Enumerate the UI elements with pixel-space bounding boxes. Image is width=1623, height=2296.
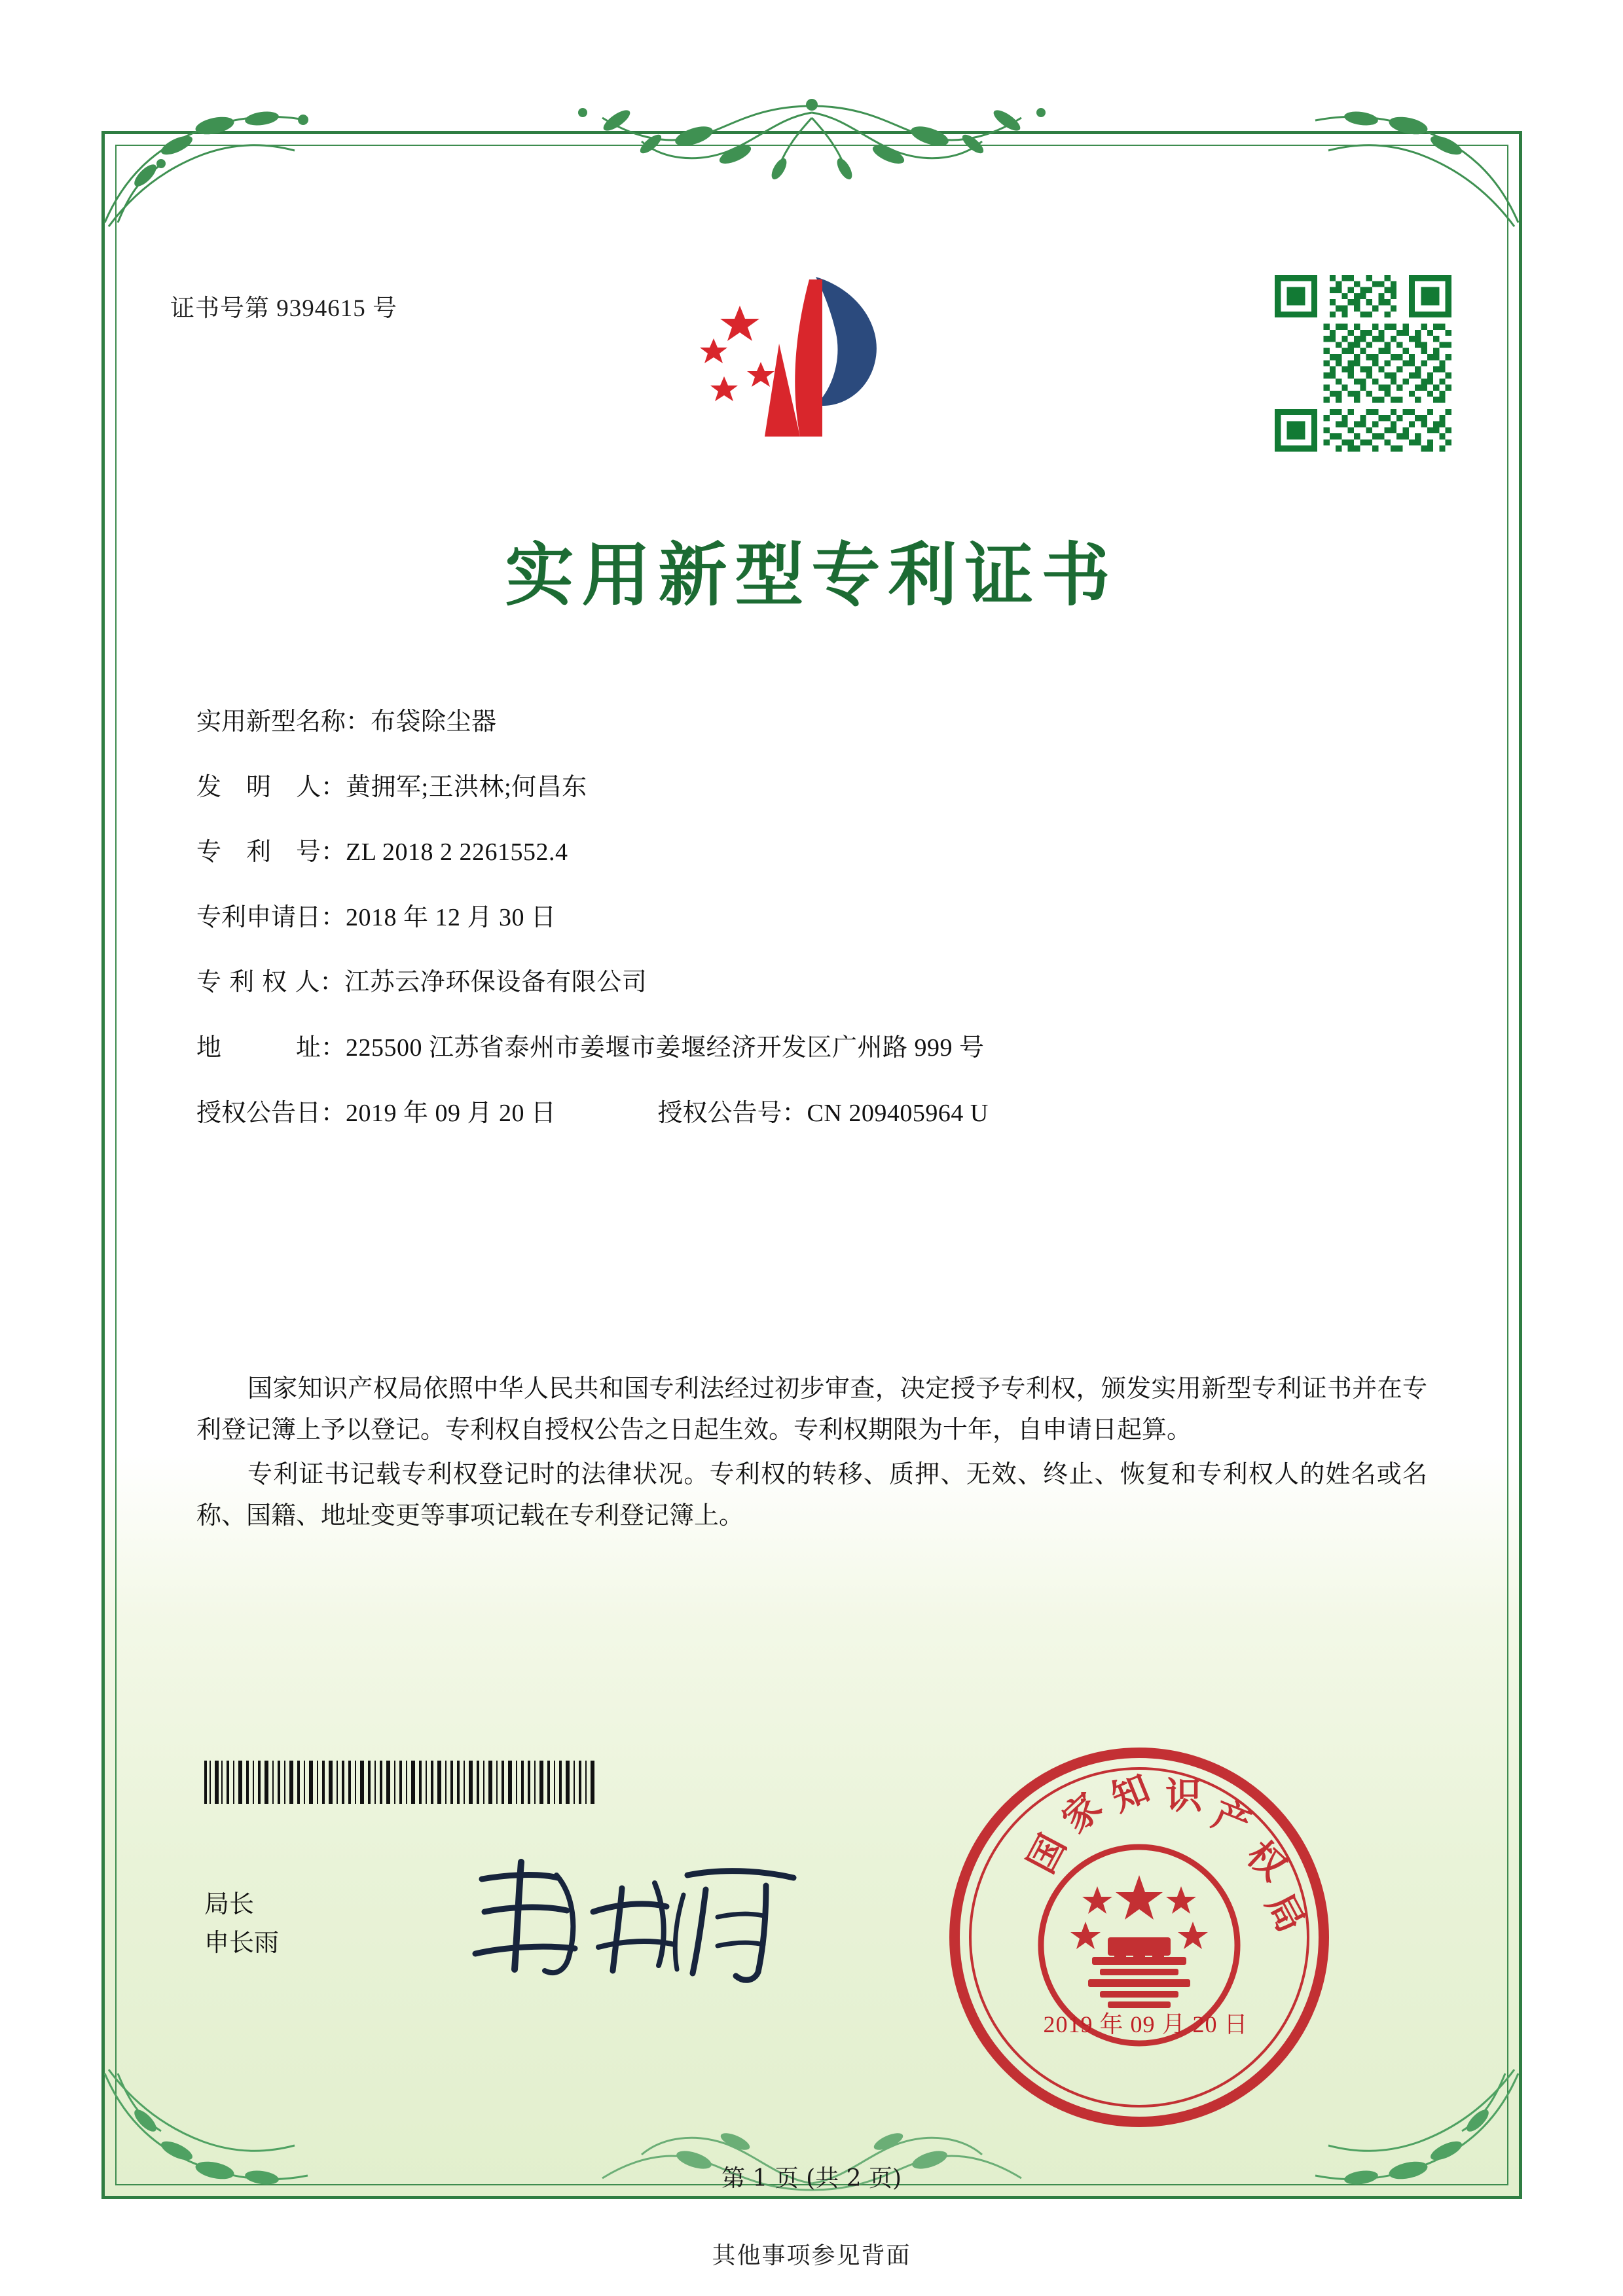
paragraph-2: 专利证书记载专利权登记时的法律状况。专利权的转移、质押、无效、终止、恢复和专利权人的姓名或名称、国籍、地址变更等事项记载在专利登记簿上。 xyxy=(196,1460,1427,1530)
field-label: 专 利 权 人： xyxy=(196,967,345,997)
svg-text:知: 知 xyxy=(1105,1766,1156,1820)
cnipa-logo-icon xyxy=(687,265,903,455)
field-value: 225500 江苏省泰州市姜堰市姜堰经济开发区广州路 999 号 xyxy=(346,1033,985,1062)
field-row-address xyxy=(196,1033,1440,1064)
field-row-patentee xyxy=(196,967,1440,998)
field-value: 江苏云净环保设备有限公司 xyxy=(344,969,647,997)
field-value-grant-date: 2019 年 09 月 20 日 xyxy=(346,1099,556,1127)
paragraph-1: 国家知识产权局依照中华人民共和国专利法经过初步审查，决定授予专利权，颁发实用新型专利证书并在专利登记簿上予以登记。专利权自授权公告之日起生效。专利权期限为十年，自申请日起算。 xyxy=(196,1374,1427,1444)
page-title: 实用新型专利证书 xyxy=(505,534,1118,615)
field-row-patent-number xyxy=(196,837,1440,868)
field-row-grant-announcement xyxy=(196,1098,1440,1129)
director-signature xyxy=(458,1849,825,1986)
svg-text:产: 产 xyxy=(1206,1792,1257,1846)
director-name: 申长雨 xyxy=(204,1928,280,1957)
field-label: 发 明 人： xyxy=(196,772,346,801)
field-value: 黄拥军;王洪林;何昌东 xyxy=(346,773,587,801)
director-title: 局长 xyxy=(204,1890,255,1918)
field-label: 专利申请日： xyxy=(196,902,346,931)
field-value-grant-number: CN 209405964 U xyxy=(807,1099,989,1127)
svg-text:局: 局 xyxy=(1257,1886,1313,1940)
field-label: 专 利 号： xyxy=(196,837,346,867)
legal-text xyxy=(196,1368,1427,1540)
qr-code xyxy=(1275,275,1451,452)
barcode xyxy=(204,1761,597,1804)
svg-text:国: 国 xyxy=(1019,1827,1075,1880)
field-row-application-date xyxy=(196,903,1440,933)
field-label-grant-date: 授权公告日： xyxy=(196,1098,346,1127)
svg-text:家: 家 xyxy=(1053,1784,1110,1842)
director-block xyxy=(204,1885,279,1962)
svg-text:权: 权 xyxy=(1238,1832,1295,1890)
field-value: 布袋除尘器 xyxy=(371,708,497,736)
field-value: 2018 年 12 月 30 日 xyxy=(346,903,556,931)
field-row-inventors xyxy=(196,772,1440,803)
field-label: 地 址： xyxy=(196,1032,346,1062)
field-value: ZL 2018 2 2261552.4 xyxy=(346,838,568,867)
page-number: 第 1 页 (共 2 页) xyxy=(721,2165,902,2192)
certificate-number: 证书号第 9394615 号 xyxy=(170,295,397,322)
back-side-note: 其他事项参见背面 xyxy=(712,2242,911,2269)
field-list xyxy=(196,707,1440,1163)
field-label: 实用新型名称： xyxy=(196,707,371,736)
field-label-grant-number: 授权公告号： xyxy=(657,1098,807,1127)
svg-text:识: 识 xyxy=(1165,1774,1202,1818)
seal-date: 2019 年 09 月 20 日 xyxy=(1043,2011,1249,2037)
field-row-utility-model-name xyxy=(196,707,1440,738)
official-seal xyxy=(943,1741,1336,2134)
